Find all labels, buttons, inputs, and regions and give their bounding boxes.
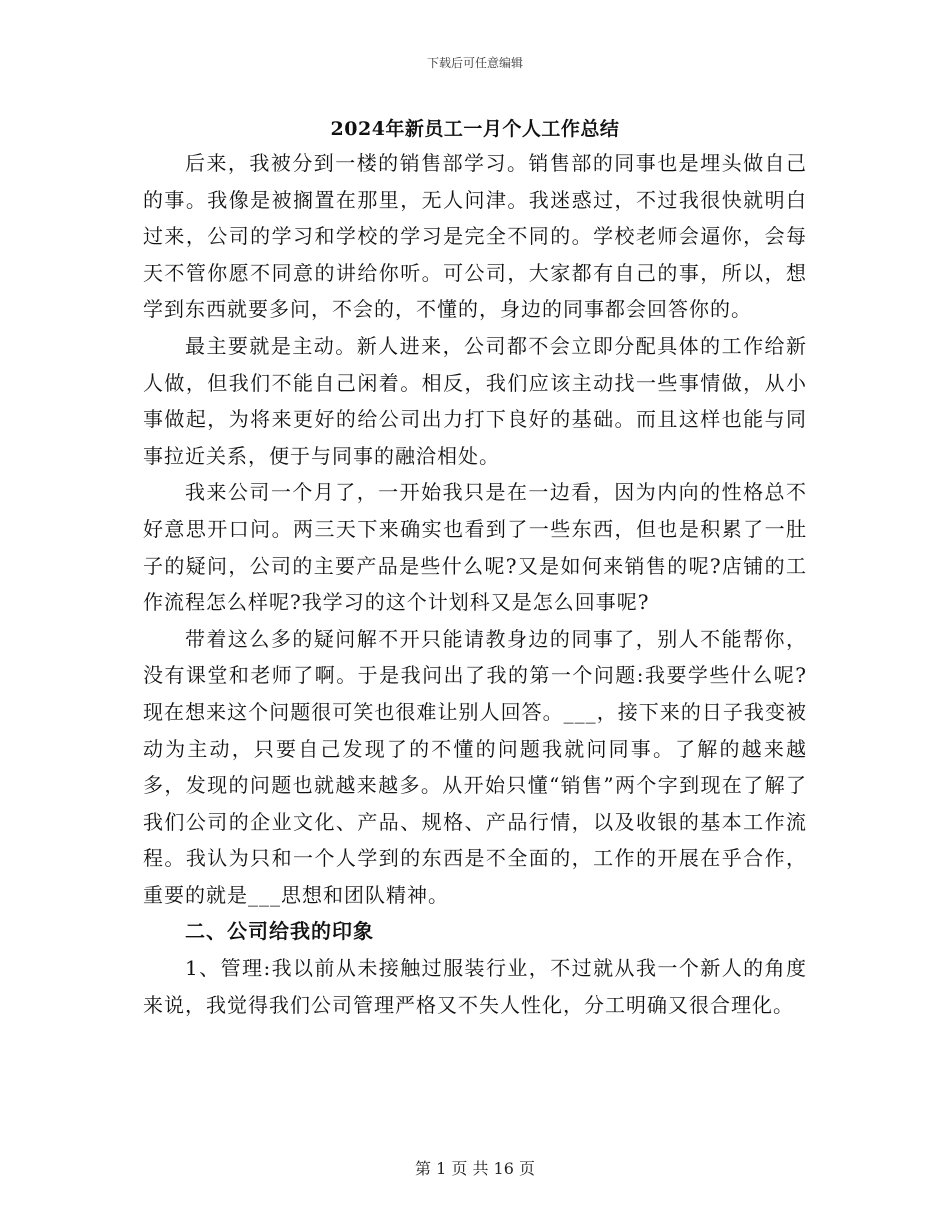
section-heading: 二、公司给我的印象 (185, 919, 374, 944)
document-body (143, 145, 807, 1023)
page-number: 第 1 页 共 16 页 (415, 1159, 535, 1178)
paragraph: 最主要就是主动。新人进来，公司都不会立即分配具体的工作给新人做，但我们不能自己闲着。相反，我们应该主动找一些事情做，从小事做起，为将来更好的给公司出力打下良好的基础。而且这样也能与同事拉近关系，便于与同事的融洽相处。 (143, 333, 807, 468)
paragraph: 1、管理:我以前从未接触过服装行业，不过就从我一个新人的角度来说，我觉得我们公司管理严格又不失人性化，分工明确又很合理化。 (143, 956, 807, 1017)
paragraph: 我来公司一个月了，一开始我只是在一边看，因为内向的性格总不好意思开口问。两三天下来确实也看到了一些东西，但也是积累了一肚子的疑问，公司的主要产品是些什么呢?又是如何来销售的呢?店铺的工作流程怎么样呢?我学习的这个计划科又是怎么回事呢? (143, 480, 807, 615)
paragraph: 带着这么多的疑问解不开只能请教身边的同事了，别人不能帮你，没有课堂和老师了啊。于是我问出了我的第一个问题:我要学些什么呢?现在想来这个问题很可笑也很难让别人回答。___，接下来的日子我变被动为主动，只要自己发现了的不懂的问题我就问同事。了解的越来越多，发现的问题也就越来越多。从开始只懂“销售”两个字到现在了解了我们公司的企业文化、产品、规格、产品行情，以及收银的基本工作流程。我认为只和一个人学到的东西是不全面的，工作的开展在乎合作，重要的就是___思想和团队精神。 (143, 626, 807, 907)
header-note: 下载后可任意编辑 (426, 56, 523, 70)
paragraph: 后来，我被分到一楼的销售部学习。销售部的同事也是埋头做自己的事。我像是被搁置在那里，无人问津。我迷惑过，不过我很快就明白过来，公司的学习和学校的学习是完全不同的。学校老师会逼你，会每天不管你愿不同意的讲给你听。可公司，大家都有自己的事，所以，想学到东西就要多问，不会的，不懂的，身边的同事都会回答你的。 (143, 151, 807, 322)
document-title: 2024年新员工一月个人工作总结 (330, 118, 620, 140)
